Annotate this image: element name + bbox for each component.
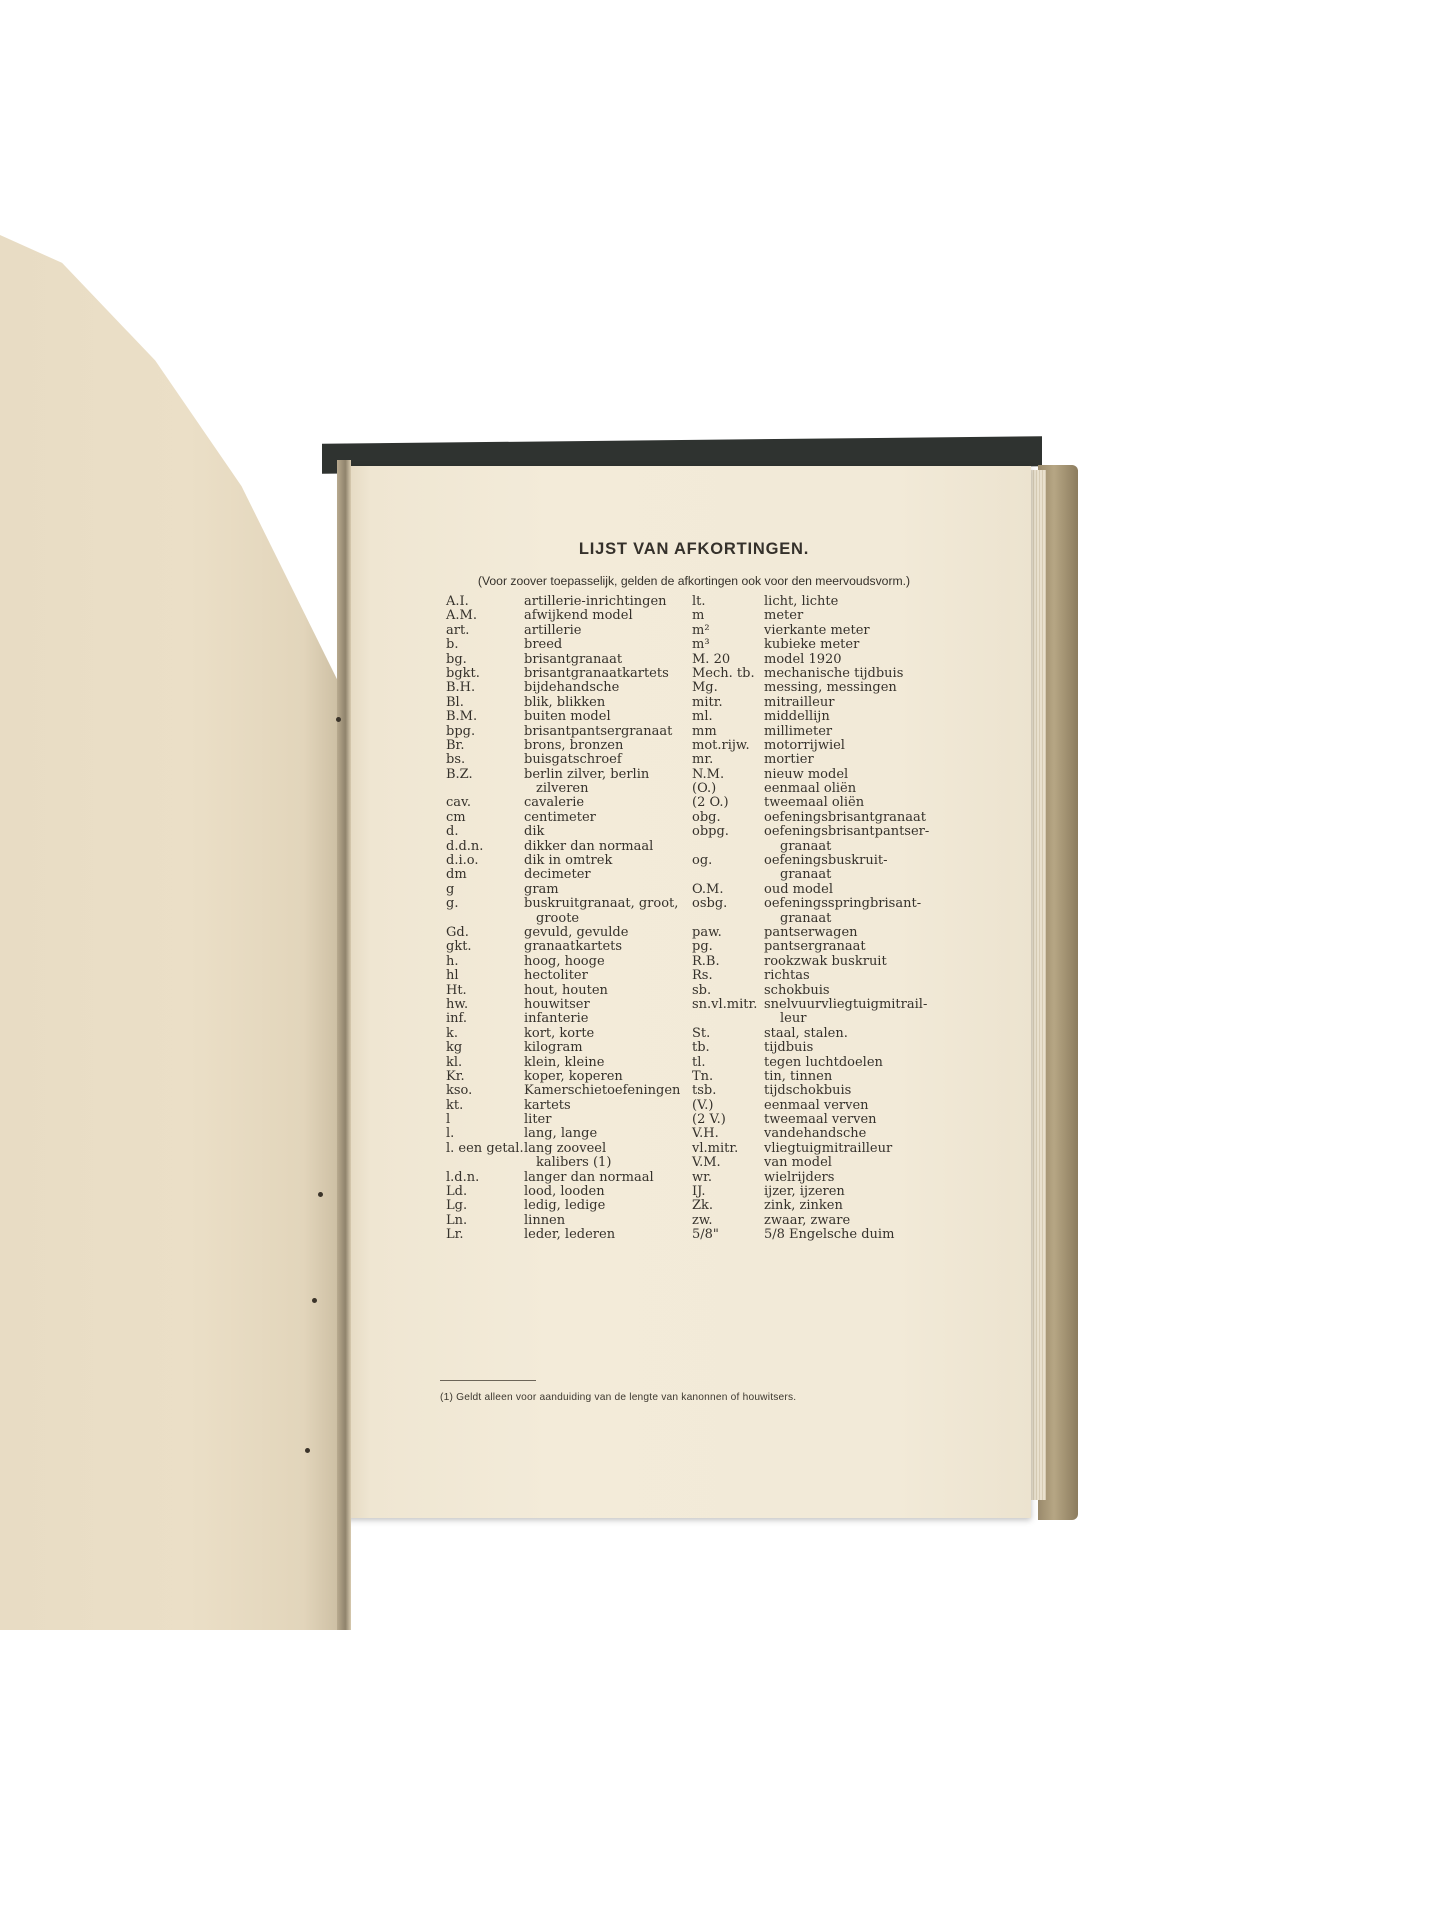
abbreviation-row (692, 595, 972, 609)
abbreviation-row (692, 681, 972, 695)
abbreviation-row (440, 1228, 710, 1242)
abbreviation-meaning: messing, messingen (764, 680, 897, 696)
abbreviation-row (692, 609, 972, 623)
abbreviation-meaning: linnen (524, 1212, 566, 1228)
abbreviation-row (692, 782, 972, 796)
abbreviation-row (440, 1142, 710, 1156)
abbreviation-row (440, 1199, 710, 1213)
abbreviation: mm (692, 723, 717, 739)
abbreviation-row (440, 725, 710, 739)
abbreviation-meaning: oefeningsbrisantgranaat (764, 809, 927, 825)
footnote: (1) Geldt alleen voor aanduiding van de lengte van kanonnen of houwitsers. (440, 1392, 797, 1403)
abbreviation: Bl. (446, 694, 464, 710)
abbreviation-meaning: nieuw model (764, 766, 849, 782)
abbreviation-meaning: oefeningsspringbrisant- (764, 896, 922, 912)
abbreviation-row (440, 1169, 713, 1185)
abbreviation-row (440, 1084, 710, 1098)
abbreviation-meaning: oud model (764, 881, 833, 897)
abbreviation-row (692, 940, 972, 954)
right-column (692, 595, 972, 1243)
abbreviation-row (440, 595, 710, 609)
page-subtitle: (Voor zoover toepasselijk, gelden de afkortingen ook voor den meervoudsvorm.) (477, 574, 911, 588)
abbreviation-row (692, 696, 972, 710)
abbreviation-meaning: kalibers (1) (536, 1155, 612, 1171)
abbreviation-meaning: snelvuurvliegtuigmitrail- (764, 996, 928, 1012)
abbreviation: bpg. (446, 723, 476, 739)
abbreviation-row (692, 1056, 972, 1070)
abbreviation-row (440, 681, 710, 695)
abbreviation-meaning: van model (764, 1155, 832, 1171)
abbreviation-row (692, 897, 972, 911)
abbreviation-row (440, 1214, 710, 1228)
abbreviation-row (440, 926, 710, 940)
abbreviation-row (440, 969, 710, 983)
page-title: LIJST VAN AFKORTINGEN. (578, 540, 810, 558)
abbreviation: St. (692, 1025, 711, 1041)
abbreviation: kl. (446, 1054, 463, 1070)
abbreviation-meaning: dikker dan normaal (524, 838, 654, 854)
binding-hole (318, 1192, 323, 1197)
abbreviation-row (440, 811, 710, 825)
abbreviation-meaning: dik (524, 824, 545, 840)
abbreviation: (2 V.) (692, 1112, 726, 1128)
abbreviation-meaning: centimeter (524, 809, 596, 825)
abbreviation: bgkt. (446, 665, 480, 681)
abbreviation-meaning: lang zooveel (524, 1140, 607, 1156)
abbreviation-row (440, 984, 710, 998)
abbreviation: Kr. (446, 1068, 465, 1084)
abbreviation: mr. (692, 752, 714, 768)
abbreviation-row (440, 912, 710, 926)
abbreviation-row (440, 1027, 710, 1041)
abbreviation-meaning: pantsergranaat (764, 939, 866, 955)
abbreviation-row (440, 696, 710, 710)
abbreviation-row (692, 825, 972, 839)
abbreviation: kt. (446, 1097, 464, 1113)
abbreviation: R.B. (692, 953, 720, 969)
abbreviation: Ld. (446, 1184, 468, 1200)
abbreviation-row (692, 667, 972, 681)
abbreviation-meaning: ledig, ledige (524, 1198, 606, 1214)
abbreviation-row (692, 725, 972, 739)
abbreviation-meaning: eenmaal verven (764, 1097, 869, 1113)
abbreviation: tsb. (692, 1083, 717, 1099)
abbreviation: d.i.o. (446, 853, 479, 869)
abbreviation-row (692, 1027, 972, 1041)
abbreviation: g (446, 881, 455, 897)
abbreviation-meaning: leder, lederen (524, 1227, 616, 1243)
abbreviation: bs. (446, 752, 466, 768)
abbreviation-meaning: zwaar, zware (764, 1212, 851, 1228)
abbreviation-row (692, 653, 972, 667)
abbreviation: sn.vl.mitr. (692, 996, 758, 1012)
abbreviation-row (440, 883, 710, 897)
abbreviation-meaning: vierkante meter (764, 622, 870, 638)
abbreviation-meaning: granaat (780, 838, 832, 854)
abbreviation: M. 20 (692, 651, 731, 667)
abbreviation-meaning: zilveren (536, 781, 589, 797)
footnote-rule (440, 1380, 536, 1381)
abbreviation-meaning: blik, blikken (524, 694, 606, 710)
abbreviation-row (692, 1171, 972, 1185)
abbreviation-meaning: cavalerie (524, 795, 585, 811)
abbreviation: hl (446, 968, 459, 984)
abbreviation-meaning: hoog, hooge (524, 953, 605, 969)
abbreviation-meaning: eenmaal oliën (764, 781, 857, 797)
abbreviation: m³ (692, 637, 710, 653)
abbreviation-meaning: brisantpantsergranaat (524, 723, 673, 739)
abbreviation-row (440, 782, 710, 796)
abbreviation-meaning: kilogram (524, 1040, 583, 1056)
abbreviation-row (440, 1056, 710, 1070)
abbreviation-row (692, 1113, 972, 1127)
abbreviation-row (692, 955, 972, 969)
abbreviation-row (692, 912, 972, 926)
abbreviation: V.M. (692, 1155, 721, 1171)
abbreviation-meaning: zink, zinken (764, 1198, 843, 1214)
abbreviation: lt. (692, 594, 706, 609)
abbreviation-row (440, 1127, 710, 1141)
abbreviation-row (440, 796, 710, 810)
abbreviation-meaning: gevuld, gevulde (524, 924, 629, 940)
abbreviation: g. (446, 896, 459, 912)
abbreviation-meaning: hout, houten (524, 982, 608, 998)
abbreviation-row (692, 984, 972, 998)
abbreviation: 5/8" (692, 1227, 719, 1243)
abbreviation-meaning: klein, kleine (524, 1054, 605, 1070)
abbreviation: Br. (446, 737, 465, 753)
abbreviation-meaning: ijzer, ijzeren (764, 1184, 845, 1200)
abbreviation: obg. (692, 809, 721, 825)
abbreviation-row (440, 609, 710, 623)
abbreviation: tl. (692, 1054, 706, 1070)
abbreviation-meaning: breed (524, 637, 563, 653)
abbreviation-meaning: vandehandsche (764, 1126, 867, 1142)
abbreviation-meaning: oefeningsbrisantpantser- (764, 824, 930, 840)
abbreviation-meaning: middellijn (764, 709, 830, 725)
abbreviation-row (692, 1214, 972, 1228)
abbreviation-row (440, 840, 710, 854)
abbreviation: hw. (446, 996, 469, 1012)
abbreviation-row (692, 998, 972, 1012)
abbreviation-row (440, 1099, 710, 1113)
abbreviation-row (692, 1156, 972, 1170)
abbreviation: obpg. (692, 824, 729, 840)
abbreviation: B.M. (446, 709, 478, 725)
abbreviation-row (440, 624, 710, 638)
abbreviation-row (692, 883, 972, 897)
abbreviation-row (440, 710, 710, 724)
abbreviation-meaning: brons, bronzen (524, 737, 624, 753)
abbreviation-meaning: pantserwagen (764, 924, 858, 940)
abbreviation-row (692, 768, 972, 782)
abbreviation: Mech. tb. (692, 665, 755, 681)
abbreviation: N.M. (692, 766, 725, 782)
abbreviation-meaning: liter (524, 1112, 552, 1128)
abbreviation: (O.) (692, 781, 717, 797)
abbreviation-meaning: staal, stalen. (764, 1025, 848, 1041)
abbreviation: Rs. (692, 968, 713, 984)
abbreviation-meaning: wielrijders (764, 1169, 835, 1185)
abbreviation-row (440, 667, 710, 681)
abbreviation: Gd. (446, 924, 469, 940)
abbreviation-meaning: groote (536, 910, 580, 926)
abbreviation-meaning: tijdschokbuis (764, 1083, 852, 1099)
abbreviation-row (440, 825, 710, 839)
abbreviation: d.d.n. (446, 838, 484, 854)
abbreviation-row (692, 1228, 972, 1242)
abbreviation-meaning: houwitser (524, 996, 590, 1012)
abbreviation-row (440, 1113, 710, 1127)
left-page (0, 235, 345, 1630)
abbreviation-meaning: tin, tinnen (764, 1068, 833, 1084)
abbreviation-meaning: vliegtuigmitrailleur (764, 1140, 893, 1156)
abbreviation-meaning: kubieke meter (764, 637, 860, 653)
abbreviation-row (692, 1127, 972, 1141)
abbreviation: Mg. (692, 680, 718, 696)
abbreviation-meaning: hectoliter (524, 968, 588, 984)
abbreviation-meaning: tweemaal oliën (764, 795, 865, 811)
abbreviation-meaning: motorrijwiel (764, 737, 845, 753)
abbreviation-row (440, 940, 710, 954)
abbreviation: l. een getal. (446, 1140, 524, 1156)
abbreviation-row (692, 840, 972, 854)
abbreviation: Zk. (692, 1198, 714, 1214)
abbreviation-meaning: bijdehandsche (524, 680, 620, 696)
abbreviation-list (440, 540, 980, 1243)
abbreviation-row (692, 811, 972, 825)
abbreviation-meaning: buiten model (524, 709, 611, 725)
abbreviation: osbg. (692, 896, 728, 912)
abbreviation-row (440, 1070, 710, 1084)
abbreviation-meaning: leur (780, 1011, 807, 1027)
abbreviation-meaning: tijdbuis (764, 1040, 814, 1056)
abbreviation-row (692, 1185, 972, 1199)
abbreviation: (2 O.) (692, 795, 729, 811)
abbreviation: O.M. (692, 881, 724, 897)
abbreviation-meaning: meter (764, 608, 804, 624)
abbreviation-row (692, 1099, 972, 1113)
abbreviation-meaning: licht, lichte (764, 594, 839, 609)
binding-hole (336, 717, 341, 722)
abbreviation: bg. (446, 651, 467, 667)
abbreviation-meaning: brisantgranaatkartets (524, 665, 669, 681)
abbreviation: Lg. (446, 1198, 468, 1214)
abbreviation-meaning: lang, lange (524, 1126, 598, 1142)
abbreviation: tb. (692, 1040, 710, 1056)
abbreviation: kg (446, 1040, 463, 1056)
abbreviation-row (692, 926, 972, 940)
abbreviation-meaning: buisgatschroef (524, 752, 622, 768)
binding-hole (312, 1298, 317, 1303)
abbreviation-meaning: Kamerschietoefeningen (524, 1083, 681, 1099)
abbreviation: l. (446, 1126, 455, 1142)
abbreviation-meaning: mortier (764, 752, 814, 768)
abbreviation-row (692, 969, 972, 983)
abbreviation-meaning: dik in omtrek (524, 853, 613, 869)
abbreviation-meaning: model 1920 (764, 651, 842, 667)
abbreviation-row (692, 1199, 972, 1213)
abbreviation: k. (446, 1025, 459, 1041)
abbreviation-meaning: kartets (524, 1097, 571, 1113)
abbreviation-row (692, 1084, 972, 1098)
abbreviation: pg. (692, 939, 713, 955)
abbreviation: kso. (446, 1083, 473, 1099)
abbreviation: l.d.n. (446, 1169, 480, 1185)
abbreviation-meaning: decimeter (524, 867, 591, 883)
abbreviation-meaning: gram (524, 881, 559, 897)
abbreviation-meaning: kort, korte (524, 1025, 595, 1041)
abbreviation-row (692, 1012, 972, 1026)
abbreviation: (V.) (692, 1097, 714, 1113)
abbreviation: A.M. (446, 608, 477, 624)
abbreviation-meaning: infanterie (524, 1011, 589, 1027)
abbreviation-row (692, 710, 972, 724)
abbreviation: mitr. (692, 694, 723, 710)
abbreviation: m (692, 608, 705, 624)
abbreviation-meaning: afwijkend model (524, 608, 633, 624)
abbreviation-meaning: berlin zilver, berlin (524, 766, 650, 782)
abbreviation: cm (446, 809, 466, 825)
abbreviation: B.Z. (446, 766, 473, 782)
abbreviation-meaning: mitrailleur (764, 694, 835, 710)
abbreviation: inf. (446, 1011, 468, 1027)
abbreviation-meaning: koper, koperen (524, 1068, 623, 1084)
abbreviation-row (692, 796, 972, 810)
abbreviation-meaning: richtas (764, 968, 810, 984)
abbreviation-meaning: artillerie (524, 622, 582, 638)
abbreviation-meaning: tegen luchtdoelen (764, 1054, 883, 1070)
abbreviation-row (692, 638, 972, 652)
abbreviation-row (692, 624, 972, 638)
abbreviation: A.I. (446, 594, 469, 609)
abbreviation: B.H. (446, 680, 476, 696)
abbreviation: V.H. (692, 1126, 719, 1142)
abbreviation: zw. (692, 1212, 713, 1228)
abbreviation-row (440, 638, 710, 652)
abbreviation: vl.mitr. (692, 1140, 739, 1156)
abbreviation: mot.rijw. (692, 737, 750, 753)
abbreviation-meaning: 5/8 Engelsche duim (764, 1227, 895, 1243)
abbreviation-row (440, 868, 710, 882)
abbreviation-row (440, 853, 713, 869)
abbreviation: art. (446, 622, 470, 638)
abbreviation-meaning: rookzwak buskruit (764, 953, 887, 969)
abbreviation-row (440, 653, 710, 667)
abbreviation-meaning: schokbuis (764, 982, 830, 998)
abbreviation: Lr. (446, 1227, 464, 1243)
abbreviation-meaning: mechanische tijdbuis (764, 665, 904, 681)
abbreviation-row (692, 868, 972, 882)
abbreviation-row (440, 1012, 710, 1026)
spine-gutter (337, 460, 351, 1630)
abbreviation-meaning: buskruitgranaat, groot, (524, 896, 679, 912)
abbreviation: Tn. (692, 1068, 714, 1084)
abbreviation-meaning: oefeningsbuskruit- (764, 853, 888, 869)
abbreviation-row (440, 1156, 710, 1170)
abbreviation-row (440, 1041, 710, 1055)
abbreviation-row (440, 768, 710, 782)
abbreviation: b. (446, 637, 459, 653)
abbreviation-meaning: brisantgranaat (524, 651, 623, 667)
abbreviation-meaning: tweemaal verven (764, 1112, 877, 1128)
abbreviation: wr. (692, 1169, 713, 1185)
abbreviation-row (440, 1185, 710, 1199)
abbreviation: sb. (692, 982, 712, 998)
abbreviation-meaning: granaatkartets (524, 939, 623, 955)
abbreviation: m² (692, 622, 710, 638)
abbreviation: dm (446, 867, 467, 883)
abbreviation-row (440, 955, 710, 969)
abbreviation-row (692, 1142, 972, 1156)
abbreviation-row (440, 897, 710, 911)
abbreviation: gkt. (446, 939, 472, 955)
abbreviation: Ln. (446, 1212, 468, 1228)
abbreviation: d. (446, 824, 459, 840)
abbreviation-meaning: artillerie-inrichtingen (524, 594, 667, 609)
abbreviation: paw. (692, 924, 722, 940)
abbreviation-meaning: langer dan normaal (524, 1169, 654, 1185)
abbreviation: cav. (446, 795, 471, 811)
abbreviation: h. (446, 953, 459, 969)
abbreviation: IJ. (692, 1184, 706, 1200)
abbreviation-row (440, 739, 710, 753)
binding-hole (305, 1448, 310, 1453)
abbreviation: og. (692, 853, 713, 869)
abbreviation-meaning: granaat (780, 910, 832, 926)
abbreviation-meaning: lood, looden (524, 1184, 605, 1200)
abbreviation-row (692, 1041, 972, 1055)
abbreviation-row (692, 753, 972, 767)
abbreviation-row (692, 854, 972, 868)
abbreviation-row (440, 998, 710, 1012)
abbreviation-row (692, 1070, 972, 1084)
abbreviation: Ht. (446, 982, 467, 998)
abbreviation: ml. (692, 709, 713, 725)
abbreviation-meaning: granaat (780, 867, 832, 883)
abbreviation: l (446, 1112, 451, 1128)
abbreviation-row (692, 739, 972, 753)
abbreviation-meaning: millimeter (764, 723, 833, 739)
abbreviation-row (440, 753, 710, 767)
